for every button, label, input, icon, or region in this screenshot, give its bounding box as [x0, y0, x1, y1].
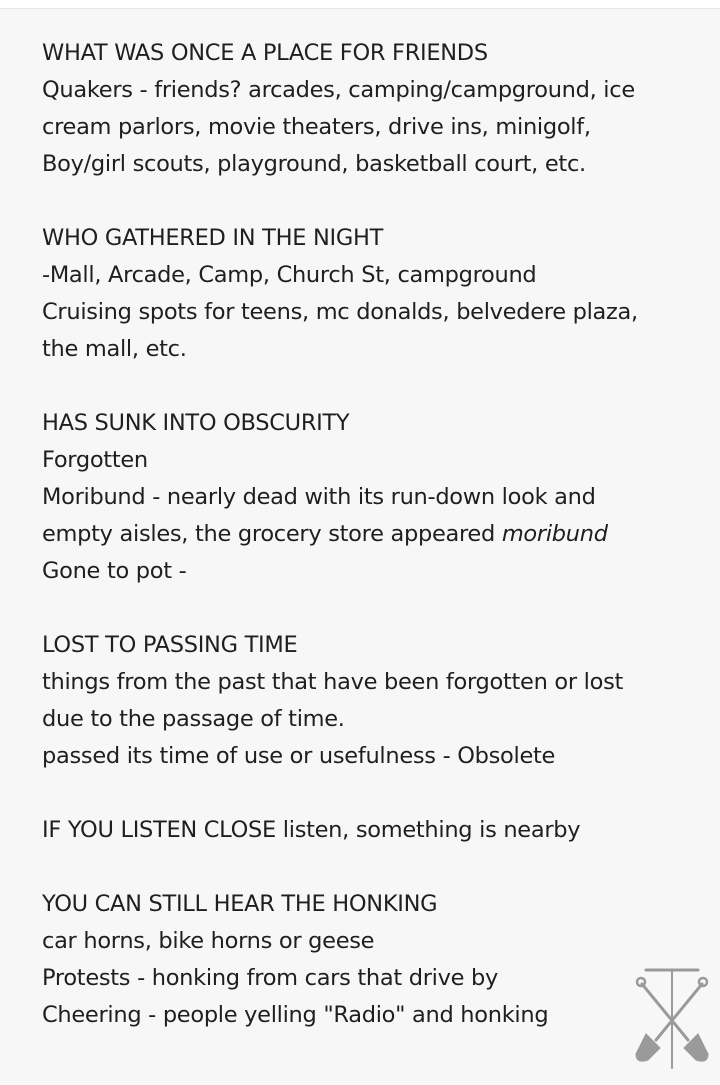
note-line-text: listen, something is nearby: [275, 817, 581, 843]
section-heading-night: WHO GATHERED IN THE NIGHT: [42, 225, 384, 251]
top-divider: [0, 0, 720, 9]
section-heading-obscurity: HAS SUNK INTO OBSCURITY: [42, 410, 350, 436]
blank-line: [42, 849, 692, 886]
note-line: Forgotten: [42, 447, 148, 473]
note-line: [42, 812, 692, 849]
section-heading-passing-time: LOST TO PASSING TIME: [42, 632, 298, 658]
note-line: Boy/girl scouts, playground, basketball court, etc.: [42, 151, 586, 177]
blank-line: [42, 775, 692, 812]
section-heading-listen: IF YOU LISTEN CLOSE: [42, 817, 276, 843]
note-line-text: empty aisles, the grocery store appeared: [42, 521, 502, 547]
blank-line: [42, 183, 692, 220]
blank-line: [42, 590, 692, 627]
note-line: the mall, etc.: [42, 336, 187, 362]
note-line: Cheering - people yelling "Radio" and honking: [42, 1002, 549, 1028]
section-heading-friends: WHAT WAS ONCE A PLACE FOR FRIENDS: [42, 40, 488, 66]
note-line: things from the past that have been forgotten or lost: [42, 669, 624, 695]
note-line: Gone to pot -: [42, 558, 187, 584]
section-heading-honking: YOU CAN STILL HEAR THE HONKING: [42, 891, 438, 917]
note-line: Quakers - friends? arcades, camping/campground, ice: [42, 77, 635, 103]
note-line: Cruising spots for teens, mc donalds, belvedere plaza,: [42, 299, 638, 325]
note-line: Moribund - nearly dead with its run-down look and: [42, 484, 596, 510]
note-line: -Mall, Arcade, Camp, Church St, campground: [42, 262, 537, 288]
italic-word: moribund: [501, 521, 608, 547]
crossed-shovels-icon: [632, 968, 712, 1072]
note-line: passed its time of use or usefulness - Obsolete: [42, 743, 556, 769]
note-line: Protests - honking from cars that drive by: [42, 965, 499, 991]
note-line: due to the passage of time.: [42, 706, 345, 732]
note-line: cream parlors, movie theaters, drive ins, minigolf,: [42, 114, 591, 140]
blank-line: [42, 368, 692, 405]
note-line: [42, 516, 692, 553]
note-text-body[interactable]: [42, 35, 692, 1034]
note-line: car horns, bike horns or geese: [42, 928, 375, 954]
